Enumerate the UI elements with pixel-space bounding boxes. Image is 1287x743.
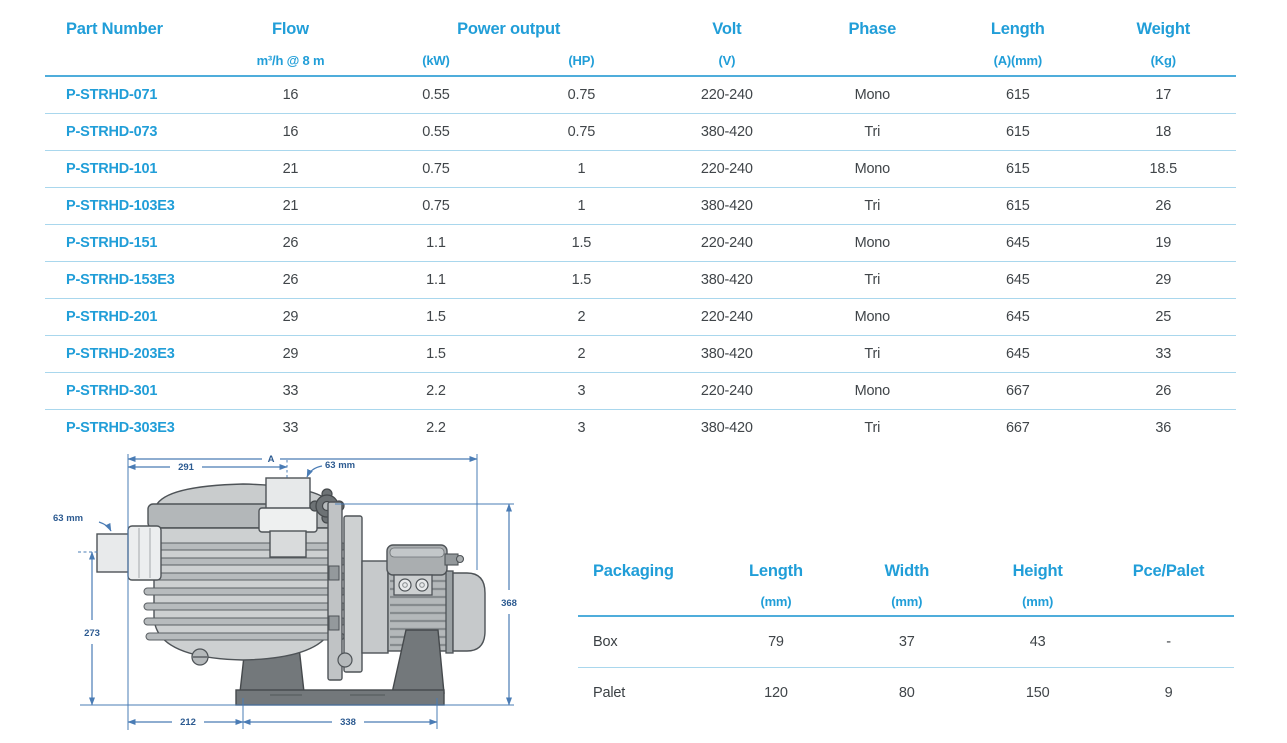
volt-cell: 220-240 bbox=[654, 225, 799, 262]
kw-cell: 0.75 bbox=[363, 188, 508, 225]
kw-cell: 0.55 bbox=[363, 76, 508, 114]
volt-cell: 220-240 bbox=[654, 299, 799, 336]
kw-cell: 2.2 bbox=[363, 373, 508, 410]
kw-cell: 1.1 bbox=[363, 225, 508, 262]
table-row bbox=[578, 616, 1234, 668]
flow-cell: 16 bbox=[218, 76, 363, 114]
volt-cell: 380-420 bbox=[654, 114, 799, 151]
kw-cell: 2.2 bbox=[426, 420, 446, 436]
hp-cell: 1.5 bbox=[509, 262, 654, 299]
hp-cell: 2 bbox=[509, 299, 654, 336]
hp-cell: 1 bbox=[509, 188, 654, 225]
pack-header-width: Width bbox=[884, 562, 930, 580]
table-row bbox=[45, 373, 1236, 410]
table-row bbox=[578, 668, 1234, 719]
weight-cell: 26 bbox=[1091, 188, 1236, 225]
dimension-63mm-top-label: 63 mm bbox=[325, 460, 356, 471]
table-row bbox=[45, 336, 1236, 373]
suction-port bbox=[97, 526, 161, 580]
volt-cell: 220-240 bbox=[654, 151, 799, 188]
pack-length-cell: 79 bbox=[711, 616, 842, 668]
phase-cell: Tri bbox=[800, 114, 945, 151]
volt-cell: 380-420 bbox=[654, 336, 799, 373]
weight-cell: 36 bbox=[1155, 420, 1172, 436]
col-header-volt: Volt bbox=[712, 19, 742, 38]
pack-unit-blank bbox=[578, 587, 711, 616]
kw-cell: 1.5 bbox=[363, 336, 508, 373]
flow-cell: 33 bbox=[218, 373, 363, 410]
col-header-phase: Phase bbox=[848, 19, 897, 38]
pack-height-cell: 150 bbox=[1025, 685, 1050, 701]
table-row bbox=[45, 262, 1236, 299]
hp-cell: 0.75 bbox=[509, 114, 654, 151]
volt-cell: 220-240 bbox=[654, 373, 799, 410]
table-row bbox=[45, 299, 1236, 336]
motor-adapter bbox=[362, 561, 388, 653]
part-number-cell: P-STRHD-151 bbox=[45, 225, 218, 262]
phase-cell: Tri bbox=[800, 336, 945, 373]
flow-cell: 26 bbox=[218, 225, 363, 262]
flow-cell: 26 bbox=[218, 262, 363, 299]
length-cell: 615 bbox=[945, 114, 1090, 151]
weight-cell: 25 bbox=[1091, 299, 1236, 336]
part-number-cell: P-STRHD-201 bbox=[45, 299, 218, 336]
pack-unit-length: (mm) bbox=[711, 587, 842, 616]
flow-cell: 33 bbox=[282, 420, 299, 436]
length-cell: 615 bbox=[945, 76, 1090, 114]
packaging-table bbox=[578, 556, 1234, 718]
dimension-212-label: 212 bbox=[180, 717, 196, 728]
col-unit-blank bbox=[45, 46, 218, 76]
pack-header-length: Length bbox=[749, 562, 803, 580]
spec-table-header bbox=[45, 12, 1236, 76]
table-row bbox=[45, 225, 1236, 262]
phase-cell: Tri bbox=[800, 188, 945, 225]
phase-cell: Mono bbox=[800, 373, 945, 410]
flow-cell: 29 bbox=[218, 336, 363, 373]
motor-ring bbox=[446, 571, 453, 653]
col-header-power-output: Power output bbox=[457, 19, 561, 38]
pack-unit-pce-blank bbox=[1103, 587, 1234, 616]
dimension-273-label: 273 bbox=[84, 628, 100, 639]
pack-unit-height: (mm) bbox=[972, 587, 1103, 616]
drain-plug bbox=[192, 649, 208, 665]
pack-height-cell: 43 bbox=[972, 616, 1103, 668]
col-header-flow: Flow bbox=[272, 19, 309, 38]
packaging-table-body bbox=[578, 616, 1234, 718]
col-header-length: Length bbox=[990, 19, 1045, 38]
weight-cell: 19 bbox=[1091, 225, 1236, 262]
dimension-63mm-left-label: 63 mm bbox=[53, 513, 84, 524]
kw-cell: 1.1 bbox=[363, 262, 508, 299]
hp-cell: 3 bbox=[577, 420, 586, 436]
length-cell: 667 bbox=[1005, 420, 1030, 436]
length-cell: 667 bbox=[945, 373, 1090, 410]
pump-technical-drawing bbox=[40, 448, 530, 743]
pack-width-cell: 80 bbox=[898, 685, 915, 701]
pump-spec-table bbox=[45, 12, 1236, 446]
table-row bbox=[45, 410, 1236, 447]
hp-cell: 1.5 bbox=[509, 225, 654, 262]
table-row bbox=[45, 151, 1236, 188]
part-number-cell: P-STRHD-303E3 bbox=[66, 420, 175, 436]
weight-cell: 17 bbox=[1091, 76, 1236, 114]
phase-cell: Mono bbox=[800, 299, 945, 336]
packaging-type-cell: Palet bbox=[593, 685, 626, 701]
phase-cell: Tri bbox=[864, 420, 881, 436]
flow-cell: 29 bbox=[218, 299, 363, 336]
dimension-291-label: 291 bbox=[178, 462, 194, 473]
length-cell: 645 bbox=[945, 299, 1090, 336]
hp-cell: 2 bbox=[509, 336, 654, 373]
weight-cell: 29 bbox=[1091, 262, 1236, 299]
phase-cell: Tri bbox=[800, 262, 945, 299]
col-unit-flow: m³/h @ 8 m bbox=[218, 46, 363, 76]
weight-cell: 18 bbox=[1091, 114, 1236, 151]
pack-header-packaging: Packaging bbox=[593, 562, 674, 580]
col-unit-volt: (V) bbox=[654, 46, 799, 76]
col-header-weight: Weight bbox=[1136, 19, 1190, 38]
table-row bbox=[45, 188, 1236, 225]
pack-header-height: Height bbox=[1012, 562, 1063, 580]
col-unit-kw: (kW) bbox=[363, 46, 508, 76]
part-number-cell: P-STRHD-101 bbox=[45, 151, 218, 188]
flow-cell: 21 bbox=[218, 151, 363, 188]
base-plate bbox=[236, 690, 444, 705]
flow-cell: 21 bbox=[218, 188, 363, 225]
part-number-cell: P-STRHD-203E3 bbox=[45, 336, 218, 373]
kw-cell: 0.75 bbox=[363, 151, 508, 188]
seal-plate bbox=[328, 502, 362, 680]
pack-length-cell: 120 bbox=[764, 685, 788, 701]
phase-cell: Mono bbox=[800, 225, 945, 262]
packaging-type-cell: Box bbox=[578, 616, 711, 668]
part-number-cell: P-STRHD-153E3 bbox=[45, 262, 218, 299]
length-cell: 615 bbox=[945, 151, 1090, 188]
part-number-cell: P-STRHD-103E3 bbox=[45, 188, 218, 225]
part-number-cell: P-STRHD-073 bbox=[45, 114, 218, 151]
kw-cell: 0.55 bbox=[363, 114, 508, 151]
pack-header-pce-palet: Pce/Palet bbox=[1132, 562, 1205, 580]
volt-cell: 380-420 bbox=[654, 188, 799, 225]
volt-cell: 380-420 bbox=[700, 420, 753, 436]
col-unit-hp: (HP) bbox=[509, 46, 654, 76]
motor-end-cap bbox=[453, 573, 485, 651]
length-cell: 645 bbox=[945, 336, 1090, 373]
volt-cell: 380-420 bbox=[654, 262, 799, 299]
weight-cell: 26 bbox=[1091, 373, 1236, 410]
hp-cell: 1 bbox=[509, 151, 654, 188]
part-number-cell: P-STRHD-071 bbox=[45, 76, 218, 114]
part-number-cell: P-STRHD-301 bbox=[45, 373, 218, 410]
table-row bbox=[45, 76, 1236, 114]
packaging-table-header bbox=[578, 556, 1234, 616]
col-header-part-number: Part Number bbox=[66, 19, 163, 38]
spec-table-body bbox=[45, 76, 1236, 446]
table-row bbox=[45, 114, 1236, 151]
pack-pce-cell: 9 bbox=[1164, 685, 1173, 701]
flow-cell: 16 bbox=[218, 114, 363, 151]
phase-cell: Mono bbox=[800, 76, 945, 114]
length-cell: 645 bbox=[945, 225, 1090, 262]
col-unit-length: (A)(mm) bbox=[945, 46, 1090, 76]
col-unit-weight: (Kg) bbox=[1091, 46, 1236, 76]
motor-bracket bbox=[394, 575, 432, 595]
dimension-368-label: 368 bbox=[501, 598, 517, 609]
col-unit-phase-blank bbox=[800, 46, 945, 76]
dimension-338-label: 338 bbox=[340, 717, 356, 728]
pot-ribs bbox=[144, 543, 346, 640]
volt-cell: 220-240 bbox=[654, 76, 799, 114]
pack-unit-width: (mm) bbox=[841, 587, 972, 616]
pack-width-cell: 37 bbox=[841, 616, 972, 668]
hp-cell: 3 bbox=[509, 373, 654, 410]
weight-cell: 33 bbox=[1091, 336, 1236, 373]
pack-pce-cell: - bbox=[1103, 616, 1234, 668]
dimension-a-label: A bbox=[267, 454, 275, 465]
hp-cell: 0.75 bbox=[509, 76, 654, 114]
length-cell: 615 bbox=[945, 188, 1090, 225]
phase-cell: Mono bbox=[800, 151, 945, 188]
kw-cell: 1.5 bbox=[363, 299, 508, 336]
weight-cell: 18.5 bbox=[1091, 151, 1236, 188]
length-cell: 645 bbox=[945, 262, 1090, 299]
